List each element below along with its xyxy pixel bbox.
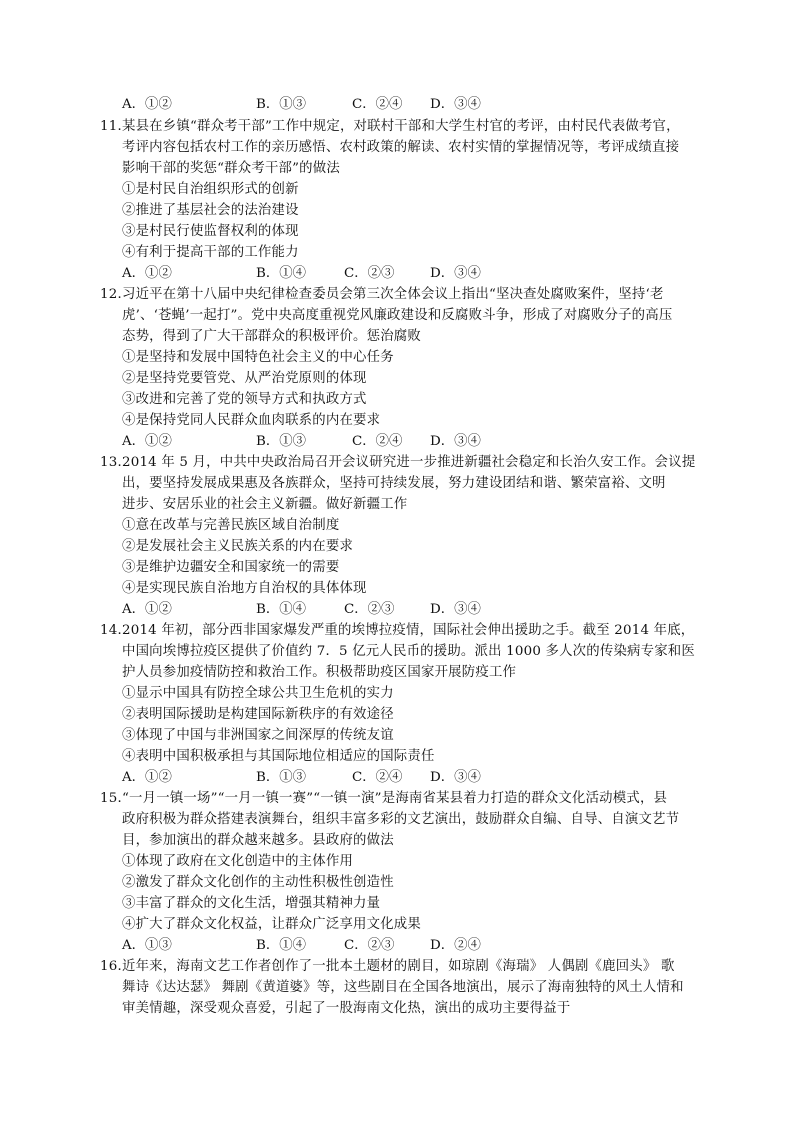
q16-number: 16． [100, 959, 132, 974]
q13-option-d[interactable]: D．③④ [430, 602, 481, 617]
q13-choice-2: ②是发展社会主义民族关系的内在要求 [122, 539, 354, 554]
q15-option-a[interactable]: A．①③ [122, 938, 172, 953]
q13-number: 13． [100, 455, 132, 470]
q11-choice-2: ②推进了基层社会的法治建设 [122, 203, 299, 218]
q15-choice-2: ②激发了群众文化创作的主动性积极性创造性 [122, 875, 394, 890]
q13-stem-line-3: 进步、安居乐业的社会主义新疆。做好新疆工作 [122, 497, 408, 512]
q15-stem-line-3: 目，参加演出的群众越来越多。县政府的做法 [122, 833, 394, 848]
q14-stem-line-1: 2014 年初，部分西非国家爆发严重的埃博拉疫情，国际社会伸出援助之手。截至 2014 年底， [122, 623, 695, 638]
q15-number: 15． [100, 791, 132, 806]
q14-choice-2: ②表明国际援助是构建国际新秩序的有效途径 [122, 707, 394, 722]
q13-stem-line-1: 2014 年 5 月，中共中央政治局召开会议研究进一步推进新疆社会稳定和长治久安工作。会议提 [122, 455, 696, 470]
q14-option-b[interactable]: B．①③ [256, 770, 307, 785]
q14-number: 14． [100, 623, 132, 638]
q11-option-c[interactable]: C．②③ [344, 266, 395, 281]
q10-option-b[interactable]: B．①③ [256, 97, 307, 112]
q12-choice-3: ③改进和完善了党的领导方式和执政方式 [122, 392, 367, 407]
q14-option-c[interactable]: C．②④ [352, 770, 403, 785]
q11-stem-line-1: 某县在乡镇“群众考干部”工作中规定，对联村干部和大学生村官的考评，由村民代表做考官， [122, 119, 680, 134]
q14-choice-3: ③体现了中国与非洲国家之间深厚的传统友谊 [122, 728, 394, 743]
q15-option-c[interactable]: C．②③ [344, 938, 395, 953]
q11-number: 11． [100, 119, 132, 134]
q16-stem-line-2: 舞诗《达达瑟》 舞剧《黄道婆》等，这些剧目在全国各地演出，展示了海南独特的风土人情和 [122, 980, 684, 995]
q15-choice-4: ④扩大了群众文化权益，让群众广泛享用文化成果 [122, 917, 421, 932]
q13-stem-line-2: 出，要坚持发展成果惠及各族群众，坚持可持续发展，努力建设团结和谐、繁荣富裕、文明 [122, 476, 666, 491]
q14-option-d[interactable]: D．③④ [430, 770, 481, 785]
q12-option-d[interactable]: D．③④ [430, 434, 481, 449]
q15-choice-3: ③丰富了群众的文化生活，增强其精神力量 [122, 896, 381, 911]
q14-choice-1: ①显示中国具有防控全球公共卫生危机的实力 [122, 686, 394, 701]
q13-option-a[interactable]: A．①② [122, 602, 172, 617]
q13-choice-1: ①意在改革与完善民族区域自治制度 [122, 518, 340, 533]
q12-stem-line-2: 虎’、‘苍蝇’一起打”。党中央高度重视党风廉政建设和反腐败斗争，形成了对腐败分子的高压 [122, 308, 673, 323]
q14-option-a[interactable]: A．①② [122, 770, 172, 785]
q12-option-b[interactable]: B．①③ [256, 434, 307, 449]
q15-stem-line-1: “一月一镇一场”“一月一镇一赛”“一镇一演”是海南省某县着力打造的群众文化活动模式，县 [122, 791, 668, 806]
q12-choice-1: ①是坚持和发展中国特色社会主义的中心任务 [122, 350, 394, 365]
q13-option-b[interactable]: B．①④ [256, 602, 307, 617]
q12-choice-4: ④是保持党同人民群众血肉联系的内在要求 [122, 413, 381, 428]
q10-option-d[interactable]: D．③④ [430, 97, 481, 112]
q12-option-a[interactable]: A．①② [122, 434, 172, 449]
q12-stem-line-3: 态势，得到了广大干部群众的积极评价。惩治腐败 [122, 329, 421, 344]
q12-number: 12． [100, 287, 132, 302]
q10-option-c[interactable]: C．②④ [352, 97, 403, 112]
q15-choice-1: ①体现了政府在文化创造中的主体作用 [122, 854, 354, 869]
q11-choice-4: ④有利于提高干部的工作能力 [122, 245, 299, 260]
q13-choice-4: ④是实现民族自治地方自治权的具体体现 [122, 581, 367, 596]
q15-option-b[interactable]: B．①④ [256, 938, 307, 953]
q11-option-b[interactable]: B．①④ [256, 266, 307, 281]
q16-stem-line-3: 审美情趣，深受观众喜爱，引起了一股海南文化热，演出的成功主要得益于 [122, 1001, 571, 1016]
q15-option-d[interactable]: D．②④ [430, 938, 481, 953]
q12-stem-line-1: 习近平在第十八届中央纪律检查委员会第三次全体会议上指出“坚决查处腐败案件，坚持‘老 [122, 287, 664, 302]
q16-stem-line-1: 近年来，海南文艺工作者创作了一批本土题材的剧目，如琼剧《海瑞》 人偶剧《鹿回头》 歌 [122, 959, 675, 974]
q13-option-c[interactable]: C．②③ [344, 602, 395, 617]
q14-stem-line-3: 护人员参加疫情防控和救治工作。积极帮助疫区国家开展防疫工作 [122, 665, 517, 680]
q11-option-d[interactable]: D．③④ [430, 266, 481, 281]
q12-option-c[interactable]: C．②④ [352, 434, 403, 449]
q12-choice-2: ②是坚持党要管党、从严治党原则的体现 [122, 371, 367, 386]
q11-option-a[interactable]: A．①② [122, 266, 172, 281]
q11-stem-line-2: 考评内容包括农村工作的亲历感悟、农村政策的解读、农村实情的掌握情况等，考评成绩直接 [122, 140, 680, 155]
q14-stem-line-2: 中国向埃博拉疫区提供了价值约 7．5 亿元人民币的援助。派出 1000 多人次的传染病专家和医 [122, 644, 695, 659]
q14-choice-4: ④表明中国积极承担与其国际地位相适应的国际责任 [122, 749, 435, 764]
q11-choice-1: ①是村民自治组织形式的创新 [122, 182, 299, 197]
q10-option-a[interactable]: A．①② [122, 97, 172, 112]
q15-stem-line-2: 政府积极为群众搭建表演舞台，组织丰富多彩的文艺演出，鼓励群众自编、自导、自演文艺节 [122, 812, 680, 827]
q13-choice-3: ③是维护边疆安全和国家统一的需要 [122, 560, 340, 575]
q11-choice-3: ③是村民行使监督权利的体现 [122, 224, 299, 239]
q11-stem-line-3: 影响干部的奖惩“群众考干部”的做法 [122, 161, 340, 176]
